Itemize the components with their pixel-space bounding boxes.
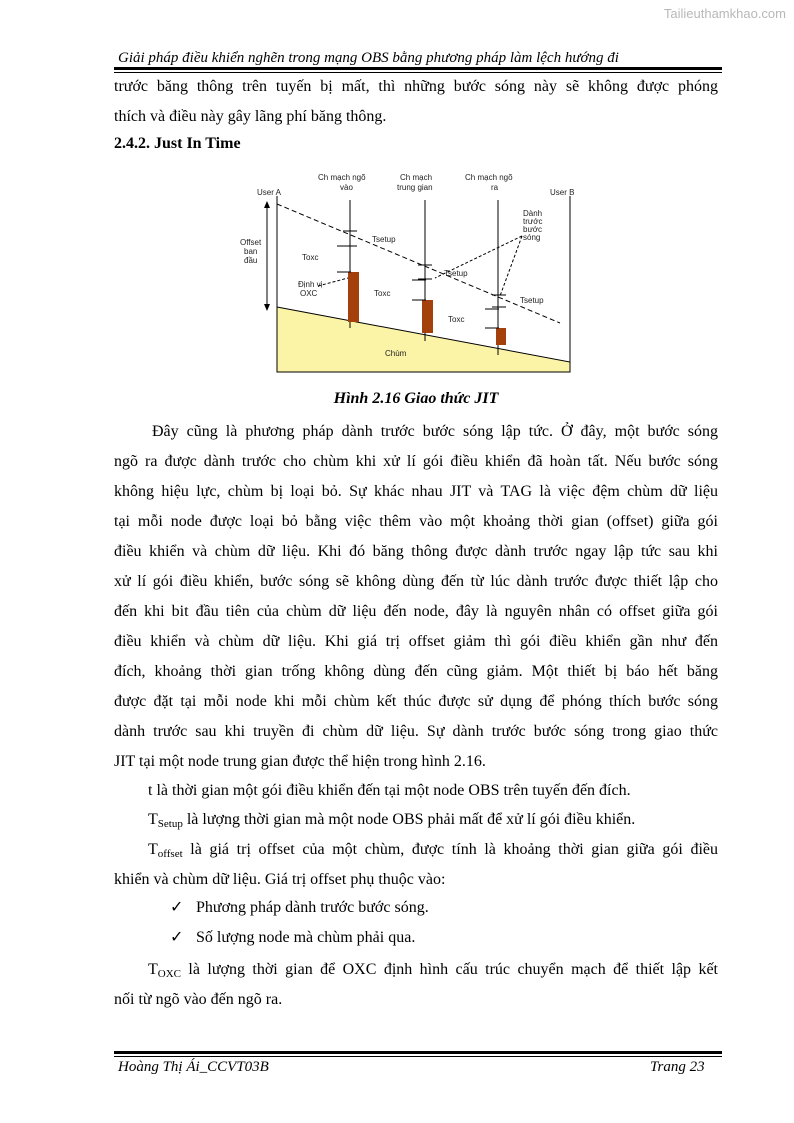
definition-text: là lượng thời gian để OXC định hình cấu trúc chuyển mạch để thiết lập kết: [181, 961, 718, 978]
reserve-label: sóng: [523, 233, 541, 242]
text-line: không hiệu lực, chùm bị loại bỏ. Sự khác nhau JIT và TAG là việc đệm chùm dữ liệu: [114, 483, 718, 500]
t-definition: [114, 776, 718, 806]
text-line: [114, 955, 718, 985]
user-b-label: User B: [550, 188, 575, 197]
toxc-definition: [114, 955, 718, 1015]
burst-label: Chùm: [385, 349, 407, 358]
tsetup-label: Tsetup: [520, 296, 544, 305]
text-line: khiển và chùm dữ liệu. Giá trị offset phụ thuộc vào:: [114, 871, 446, 888]
symbol-subscript: Setup: [157, 818, 183, 830]
section-heading: 2.4.2. Just In Time: [114, 135, 241, 152]
reserve-label: Dành: [523, 209, 543, 218]
tsetup-label: Tsetup: [372, 235, 396, 244]
oxc-bar-core: [422, 300, 433, 333]
watermark: Tailieuthamkhao.com: [663, 6, 786, 21]
bullet-item: [170, 897, 429, 917]
text-line: Đây cũng là phương pháp dành trước bước sóng lập tức. Ở đây, một bước sóng: [152, 423, 718, 440]
jit-figure: [230, 168, 575, 378]
offset-label: ban: [244, 247, 258, 256]
text-line: thích và điều này gây lãng phí băng thông.: [114, 108, 387, 125]
ingress-label: vào: [340, 183, 353, 192]
oxc-bar-egress: [496, 328, 506, 345]
core-label: trung gian: [397, 183, 433, 192]
symbol: T: [148, 961, 158, 978]
text-line: xử lí gói điều khiển, bước sóng sẽ không dùng đến từ lúc dành trước được thiết lập cho: [114, 573, 718, 590]
text-line: t là thời gian một gói điều khiển đến tại một node OBS trên tuyến đến đích.: [148, 782, 631, 799]
text-line: ngõ ra được dành trước cho chùm khi xử lí gói điều khiển đã hoàn tất. Nếu bước sóng: [114, 453, 718, 470]
oxc-setup-label: OXC: [300, 289, 318, 298]
tsetup-label: Tsetup: [444, 269, 468, 278]
text-line: điều khiển và chùm dữ liệu. Khi đó băng thông được dành trước ngay lập tức sau khi: [114, 543, 718, 560]
symbol: T: [148, 811, 158, 828]
reserve-label: trước: [523, 217, 543, 226]
header-rule: [114, 67, 722, 70]
toffset-definition: [114, 835, 718, 895]
text-line: đích, khoảng thời gian trống không dùng đến cũng giảm. Một thiết bị báo hết băng: [114, 663, 718, 680]
check-icon: ✓: [170, 929, 184, 946]
page-number: Trang 23: [650, 1059, 705, 1075]
text-line: đến khi bit đầu tiên của chùm dữ liệu đến node, đây là nguyên nhân có offset giữa gói: [114, 603, 718, 620]
core-label: Ch mạch: [400, 173, 433, 182]
text-line: được đặt tại mỗi node khi mỗi chùm kết thúc được sử dụng để phóng thích bước sóng: [114, 693, 718, 710]
bullet-item: [170, 927, 415, 947]
toxc-label: Toxc: [374, 289, 391, 298]
text-line: trước băng thông trên tuyến bị mất, thì những bước sóng này sẽ không được phóng: [114, 78, 718, 95]
offset-arrow-head-top: [264, 201, 270, 208]
definition-text: là giá trị offset của một chùm, được tính là khoảng thời gian giữa gói điều: [182, 841, 718, 858]
reserve-label: bước: [523, 225, 543, 234]
text-line: tại mỗi node được loại bỏ bằng việc thêm vào một khoảng thời gian (offset) giữa gói: [114, 513, 718, 530]
footer-rule-thin: [114, 1056, 722, 1057]
offset-arrow-head-bottom: [264, 304, 270, 311]
text-line: JIT tại một node trung gian được thể hiện trong hình 2.16.: [114, 753, 486, 770]
symbol-subscript: OXC: [157, 968, 182, 980]
text-line: dành trước sau khi truyền đi chùm dữ liệu. Sự dành trước bước sóng trong giao thức: [114, 723, 718, 740]
control-packet-path: [277, 204, 560, 323]
toxc-label: Toxc: [302, 253, 319, 262]
intro-paragraph: [114, 72, 718, 132]
toxc-label: Toxc: [448, 315, 465, 324]
symbol-subscript: offset: [157, 848, 183, 860]
bullet-text: Số lượng node mà chùm phải qua.: [196, 929, 416, 946]
definition-text: là lượng thời gian mà một node OBS phải mất để xử lí gói điều khiển.: [182, 811, 636, 828]
body-paragraph: [114, 417, 718, 777]
text-line: điều khiển và chùm dữ liệu. Khi giá trị offset giảm thì gói điều khiển gần như đến: [114, 633, 718, 650]
text-line: [148, 805, 718, 835]
running-header: Giải pháp điều khiển nghẽn trong mạng OBS bằng phương pháp làm lệch hướng đi: [118, 50, 619, 66]
footer-author: Hoàng Thị Ái_CCVT03B: [118, 1059, 269, 1075]
symbol: T: [148, 841, 158, 858]
oxc-setup-label: Định vị: [298, 280, 323, 289]
egress-label: Ch mạch ngõ: [465, 173, 513, 182]
figure-caption: Hình 2.16 Giao thức JIT: [333, 390, 499, 407]
text-line: [114, 835, 718, 865]
offset-label: đầu: [244, 256, 258, 265]
tsetup-definition: [114, 805, 718, 835]
user-a-label: User A: [257, 188, 282, 197]
bullet-text: Phương pháp dành trước bước sóng.: [196, 899, 429, 916]
oxc-bar-ingress: [348, 272, 359, 322]
jit-diagram: [230, 168, 575, 378]
footer-rule: [114, 1051, 722, 1054]
egress-label: ra: [491, 183, 499, 192]
check-icon: ✓: [170, 899, 184, 916]
annotation-line: [318, 278, 348, 286]
text-line: nối từ ngõ vào đến ngõ ra.: [114, 991, 283, 1008]
offset-label: Offset: [240, 238, 262, 247]
ingress-label: Ch mạch ngõ: [318, 173, 366, 182]
